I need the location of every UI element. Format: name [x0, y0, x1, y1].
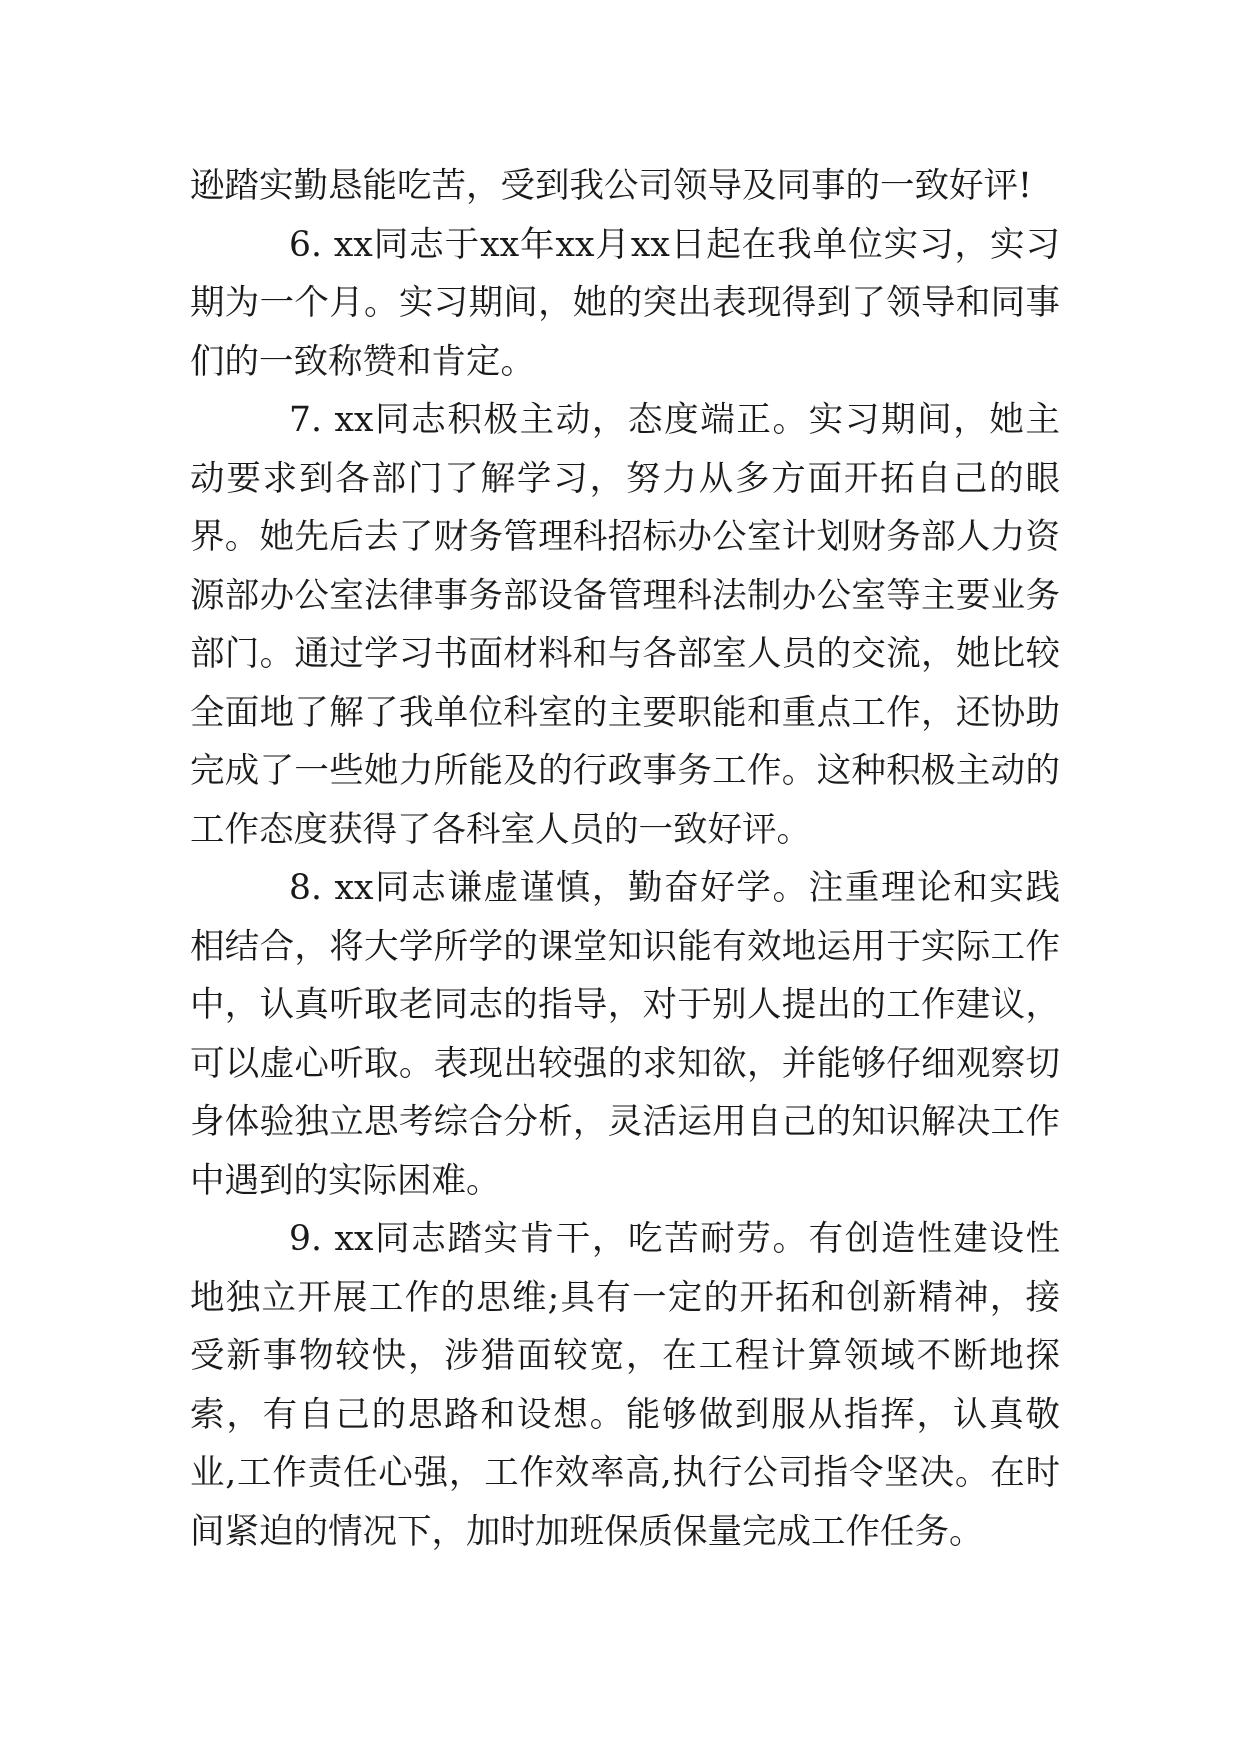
- paragraph-item-9: 9. xx同志踏实肯干，吃苦耐劳。有创造性建设性地独立开展工作的思维;具有一定的开拓和创新精神，接受新事物较快，涉猎面较宽，在工程计算领域不断地探索，有自己的思路和设想。能够做到服从指挥，认真敬业,工作责任心强，工作效率高,执行公司指令坚决。在时间紧迫的情况下，加时加班保质保量完成工作任务。: [190, 1219, 1060, 1552]
- paragraph-item-8: 8. xx同志谦虚谨慎，勤奋好学。注重理论和实践相结合，将大学所学的课堂知识能有效地运用于实际工作中，认真听取老同志的指导，对于别人提出的工作建议，可以虚心听取。表现出较强的求知欲，并能够仔细观察切身体验独立思考综合分析，灵活运用自己的知识解决工作中遇到的实际困难。: [190, 868, 1060, 1201]
- document-body: [190, 157, 1060, 1561]
- paragraph-item-7: 7. xx同志积极主动，态度端正。实习期间，她主动要求到各部门了解学习，努力从多方面开拓自己的眼界。她先后去了财务管理科招标办公室计划财务部人力资源部办公室法律事务部设备管理科法制办公室等主要业务部门。通过学习书面材料和与各部室人员的交流，她比较全面地了解了我单位科室的主要职能和重点工作，还协助完成了一些她力所能及的行政事务工作。这种积极主动的工作态度获得了各科室人员的一致好评。: [190, 400, 1060, 850]
- paragraph-continuation: 逊踏实勤恳能吃苦，受到我公司领导及同事的一致好评!: [190, 166, 1032, 206]
- paragraph-item-6: 6. xx同志于xx年xx月xx日起在我单位实习，实习期为一个月。实习期间，她的突出表现得到了领导和同事们的一致称赞和肯定。: [190, 224, 1060, 382]
